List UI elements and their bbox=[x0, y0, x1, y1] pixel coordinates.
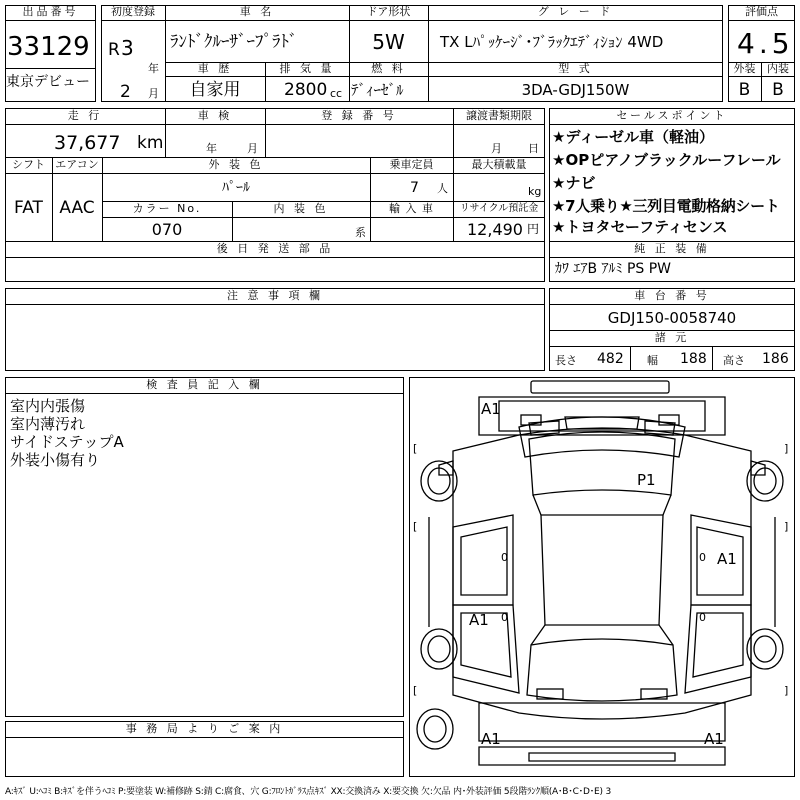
score-label: 評価点 bbox=[745, 5, 778, 18]
inspection-month-unit: 月 bbox=[247, 142, 258, 155]
seats-unit: 人 bbox=[437, 182, 448, 195]
sales-point-item: ★ディーゼル車（軽油） bbox=[552, 128, 714, 146]
history-label: 車 歴 bbox=[197, 62, 233, 75]
era-letter: R bbox=[108, 40, 120, 60]
int-color-label: 内 装 色 bbox=[273, 202, 329, 215]
reg-month: 2 bbox=[120, 82, 131, 102]
venue: 東京デビュー bbox=[6, 74, 90, 90]
recycle-value: 12,490 bbox=[467, 220, 523, 239]
length-value: 482 bbox=[597, 351, 624, 367]
color-no-label: カラー No. bbox=[132, 202, 202, 215]
sales-point-item: ★ナビ bbox=[552, 174, 596, 192]
mark-zero: 0 bbox=[699, 551, 706, 564]
bracket-left-front: [ bbox=[413, 442, 418, 455]
int-grade: B bbox=[772, 80, 784, 100]
sales-points-label: セールスポイント bbox=[616, 109, 728, 122]
sales-point-item: ★トヨタセーフティセンス bbox=[552, 218, 728, 236]
int-color-unit: 系 bbox=[355, 226, 366, 239]
damage-mark-front-left: A1 bbox=[481, 400, 501, 418]
inspector-note: 室内内張傷 bbox=[10, 397, 86, 415]
first-reg-label: 初度登録 bbox=[111, 5, 155, 18]
ext-color-label: 外 装 色 bbox=[208, 158, 264, 171]
car-name-label: 車 名 bbox=[239, 5, 275, 18]
mark-zero: 0 bbox=[501, 611, 508, 624]
recycle-label: リサイクル預託金 bbox=[459, 203, 539, 214]
displacement-label: 排 気 量 bbox=[279, 62, 335, 75]
office-label: 事 務 局 よ り ご 案 内 bbox=[125, 722, 284, 735]
legend-text: A:ｷｽﾞ U:ﾍｺﾐ B:ｷｽﾞを伴うﾍｺﾐ P:要塗装 W:補修跡 S:錆 C:腐食、穴 G:ﾌﾛﾝﾄｶﾞﾗｽ点ｷｽﾞ XX:交換済み X:要交換 欠:欠品 内･外装評価 5段階ﾗﾝｸ順(A･B･C･D･E) 3 bbox=[5, 787, 611, 797]
int-grade-label: 内装 bbox=[767, 62, 789, 75]
transfer-label: 譲渡書類期限 bbox=[466, 109, 532, 122]
mileage-value: 37,677 bbox=[54, 132, 121, 154]
model-label: 型 式 bbox=[558, 62, 593, 75]
width-value: 188 bbox=[680, 351, 707, 367]
recycle-unit: 円 bbox=[527, 222, 540, 236]
bracket-right-rear: ] bbox=[784, 684, 789, 697]
ext-grade: B bbox=[738, 80, 751, 100]
car-name: ﾗﾝﾄﾞｸﾙｰｻﾞｰﾌﾟﾗﾄﾞ bbox=[170, 32, 298, 52]
model-value: 3DA-GDJ150W bbox=[521, 81, 630, 99]
load-unit: kg bbox=[528, 185, 542, 198]
bracket-left-side: [ bbox=[413, 520, 418, 533]
grade-label: グ レ ー ド bbox=[537, 5, 614, 18]
width-label: 幅 bbox=[647, 354, 658, 367]
displacement-value: 2800 bbox=[284, 80, 328, 100]
chassis-value: GDJ150-0058740 bbox=[607, 309, 737, 327]
damage-mark-hood: P1 bbox=[637, 471, 656, 489]
mileage-label: 走 行 bbox=[67, 109, 103, 122]
lot-label: 出品番号 bbox=[22, 5, 79, 18]
height-label: 高さ bbox=[723, 354, 745, 367]
specs-label: 諸 元 bbox=[654, 331, 690, 344]
load-label: 最大積載量 bbox=[471, 158, 527, 171]
reg-no-label: 登 録 番 号 bbox=[321, 109, 397, 122]
displacement-unit: cc bbox=[330, 87, 343, 100]
ext-grade-label: 外装 bbox=[733, 62, 756, 75]
fuel-value: ﾃﾞｨｰｾﾞﾙ bbox=[351, 81, 404, 99]
ext-color-value: ﾊﾟｰﾙ bbox=[222, 180, 250, 196]
import-label: 輸 入 車 bbox=[389, 202, 434, 215]
lot-number: 33129 bbox=[7, 32, 90, 62]
mileage-unit: km bbox=[137, 133, 164, 153]
inspection-year-unit: 年 bbox=[206, 142, 217, 155]
color-no-value: 070 bbox=[151, 220, 183, 239]
bracket-right-side: ] bbox=[784, 520, 789, 533]
mark-zero: 0 bbox=[699, 611, 706, 624]
mark-zero: 0 bbox=[501, 551, 508, 564]
year-unit: 年 bbox=[148, 62, 159, 75]
history-value: 自家用 bbox=[189, 80, 241, 100]
aircon-value: AAC bbox=[59, 198, 95, 218]
transfer-day-unit: 日 bbox=[528, 142, 539, 155]
equipment-value: ｶﾜ ｴｱB ｱﾙﾐ PS PW bbox=[555, 261, 672, 277]
equipment-label: 純 正 装 備 bbox=[634, 242, 710, 255]
caution-label: 注 意 事 項 欄 bbox=[227, 289, 323, 302]
bracket-left-rear: [ bbox=[413, 684, 418, 697]
shift-value: FAT bbox=[14, 198, 43, 218]
aircon-label: エアコン bbox=[55, 158, 99, 171]
door-label: ドア形状 bbox=[366, 5, 411, 18]
inspector-note: サイドステップA bbox=[10, 433, 124, 451]
inspector-note: 外装小傷有り bbox=[10, 451, 101, 469]
inspector-label: 検 査 員 記 入 欄 bbox=[146, 378, 263, 391]
damage-mark-rear-left: A1 bbox=[481, 730, 501, 748]
inspection-label: 車 検 bbox=[197, 109, 233, 122]
reg-year: 3 bbox=[121, 36, 134, 60]
later-parts-label: 後 日 発 送 部 品 bbox=[216, 242, 334, 255]
inspector-note: 室内薄汚れ bbox=[10, 415, 86, 433]
transfer-month-unit: 月 bbox=[491, 142, 502, 155]
grade-value: TX Lﾊﾟｯｹｰｼﾞ･ﾌﾞﾗｯｸｴﾃﾞｨｼｮﾝ 4WD bbox=[440, 33, 664, 51]
shift-label: シフト bbox=[12, 158, 45, 171]
height-value: 186 bbox=[762, 351, 789, 367]
fuel-label: 燃 料 bbox=[371, 62, 406, 75]
door-type: 5W bbox=[372, 30, 405, 54]
damage-mark-rear-right: A1 bbox=[704, 730, 724, 748]
chassis-label: 車 台 番 号 bbox=[634, 289, 710, 302]
damage-mark-left-rear-door: A1 bbox=[469, 611, 489, 629]
month-unit: 月 bbox=[148, 87, 159, 100]
damage-mark-right-door: A1 bbox=[717, 550, 737, 568]
bracket-right-front: ] bbox=[784, 442, 789, 455]
seats-label: 乗車定員 bbox=[389, 158, 434, 171]
score-value: 4.5 bbox=[737, 27, 794, 60]
car-diagram bbox=[409, 377, 795, 777]
length-label: 長さ bbox=[555, 354, 577, 367]
sales-point-item: ★7人乗り★三列目電動格納シート bbox=[552, 197, 780, 215]
seats-value: 7 bbox=[410, 180, 419, 196]
sales-point-item: ★OPピアノブラックルーフレール bbox=[552, 151, 781, 169]
